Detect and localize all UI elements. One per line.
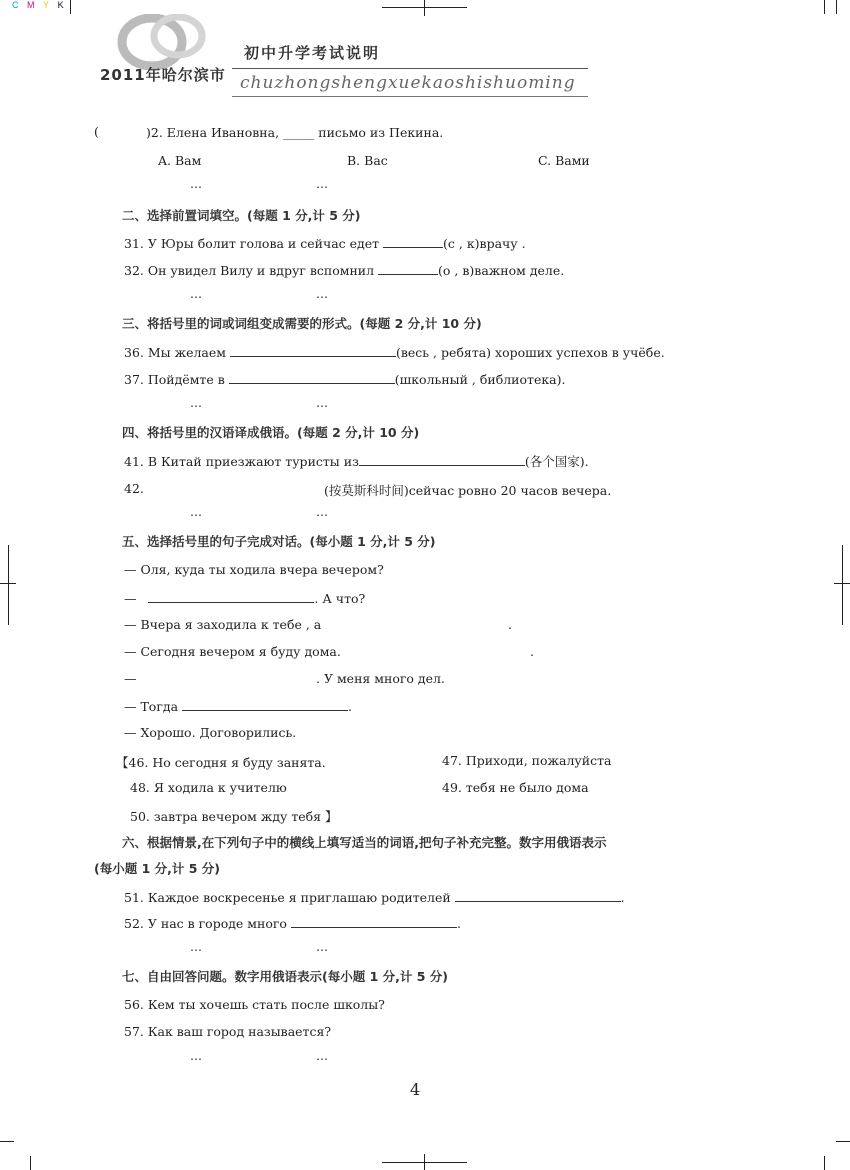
option-46: 【46. Но сегодня я буду занята. — [116, 755, 326, 770]
ellipsis: … — [190, 505, 203, 519]
question-32: 32. Он увидел Вилу и вдруг вспомнил (о , в)важном деле. — [124, 263, 565, 278]
crop-mark — [836, 0, 837, 14]
dialogue-line: — Хорошо. Договорились. — [124, 725, 297, 740]
ellipsis: … — [316, 940, 329, 954]
question-41: 41. В Китай приезжают туристы из (各个国家). — [124, 454, 589, 469]
ellipsis: … — [190, 940, 203, 954]
question-42-number: 42. — [124, 481, 144, 496]
question-2: )2. Елена Ивановна, _____ письмо из Пекина. — [146, 125, 444, 140]
dialogue-punct: . — [508, 617, 512, 632]
section-2-title: 二、选择前置词填空。(每题 1 分,计 5 分) — [122, 208, 361, 223]
dialogue-line: — Тогда . — [124, 699, 353, 714]
crop-mark — [0, 583, 16, 584]
option-c: C. Вами — [538, 153, 590, 168]
header-rule — [232, 96, 588, 97]
cmyk-k: K — [57, 0, 67, 10]
dialogue-line: — — [124, 671, 137, 686]
header-rule — [232, 68, 588, 69]
question-51: 51. Каждое воскресенье я приглашаю родителей . — [124, 890, 625, 905]
answer-paren: ( — [94, 124, 99, 139]
question-37: 37. Пойдёмте в (школьный , библиотека). — [124, 372, 566, 387]
ellipsis: … — [190, 287, 203, 301]
question-36: 36. Мы желаем (весь , ребята) хороших успехов в учёбе. — [124, 345, 665, 360]
option-47: 47. Приходи, пожалуйста — [442, 753, 612, 768]
question-31: 31. У Юры болит голова и сейчас едет (с , к)врачу . — [124, 236, 526, 251]
ellipsis: … — [190, 177, 203, 191]
option-49: 49. тебя не было дома — [442, 780, 589, 795]
crop-mark — [824, 1156, 825, 1170]
ellipsis: … — [316, 287, 329, 301]
crop-mark — [8, 545, 9, 625]
page-number: 4 — [410, 1080, 421, 1099]
question-42: (按莫斯科时间)сейчас ровно 20 часов вечера. — [324, 483, 612, 498]
dialogue-line: . У меня много дел. — [316, 671, 445, 686]
section-6-score: (每小题 1 分,计 5 分) — [94, 861, 220, 876]
cmyk-c: C — [12, 0, 22, 10]
ellipsis: … — [316, 505, 329, 519]
crop-mark — [424, 0, 425, 16]
option-a: A. Вам — [158, 153, 202, 168]
ellipsis: … — [190, 1049, 203, 1063]
cmyk-y: Y — [43, 0, 53, 10]
header-title: 初中升学考试说明 — [244, 44, 381, 62]
question-52: 52. У нас в городе много . — [124, 916, 461, 931]
dialogue-line: — . А что? — [124, 591, 366, 606]
dialogue-line: — Оля, куда ты ходила вчера вечером? — [124, 562, 384, 577]
ellipsis: … — [316, 1049, 329, 1063]
dialogue-line: — Вчера я заходила к тебе , а — [124, 617, 322, 632]
cmyk-m: M — [27, 0, 38, 10]
crop-mark — [0, 1141, 14, 1142]
crop-mark — [836, 1141, 850, 1142]
question-57: 57. Как ваш город называется? — [124, 1024, 332, 1039]
ellipsis: … — [316, 177, 329, 191]
crop-mark — [834, 583, 850, 584]
crop-mark — [842, 545, 843, 625]
header-year-city: 2011年哈尔滨市 — [100, 66, 226, 84]
question-56: 56. Кем ты хочешь стать после школы? — [124, 997, 385, 1012]
dialogue-punct: . — [530, 644, 534, 659]
header-subtitle: chuzhongshengxuekaoshishuoming — [240, 73, 576, 93]
ellipsis: … — [190, 396, 203, 410]
section-3-title: 三、将括号里的词或词组变成需要的形式。(每题 2 分,计 10 分) — [122, 316, 482, 331]
option-48: 48. Я ходила к учителю — [130, 780, 287, 795]
crop-mark — [70, 0, 71, 14]
section-4-title: 四、将括号里的汉语译成俄语。(每题 2 分,计 10 分) — [122, 425, 420, 440]
option-b: B. Вас — [347, 153, 388, 168]
section-7-title: 七、自由回答问题。数字用俄语表示(每小题 1 分,计 5 分) — [122, 969, 448, 984]
ellipsis: … — [316, 396, 329, 410]
section-5-title: 五、选择括号里的句子完成对话。(每小题 1 分,计 5 分) — [122, 534, 436, 549]
crop-mark — [30, 1156, 31, 1170]
crop-mark — [824, 0, 825, 14]
option-50: 50. завтра вечером жду тебя 】 — [130, 809, 338, 824]
crop-mark — [424, 1154, 425, 1170]
cmyk-color-bar — [12, 0, 67, 10]
dialogue-line: — Сегодня вечером я буду дома. — [124, 644, 341, 659]
section-6-title: 六、根据情景,在下列句子中的横线上填写适当的词语,把句子补充完整。数字用俄语表示 — [122, 835, 607, 850]
